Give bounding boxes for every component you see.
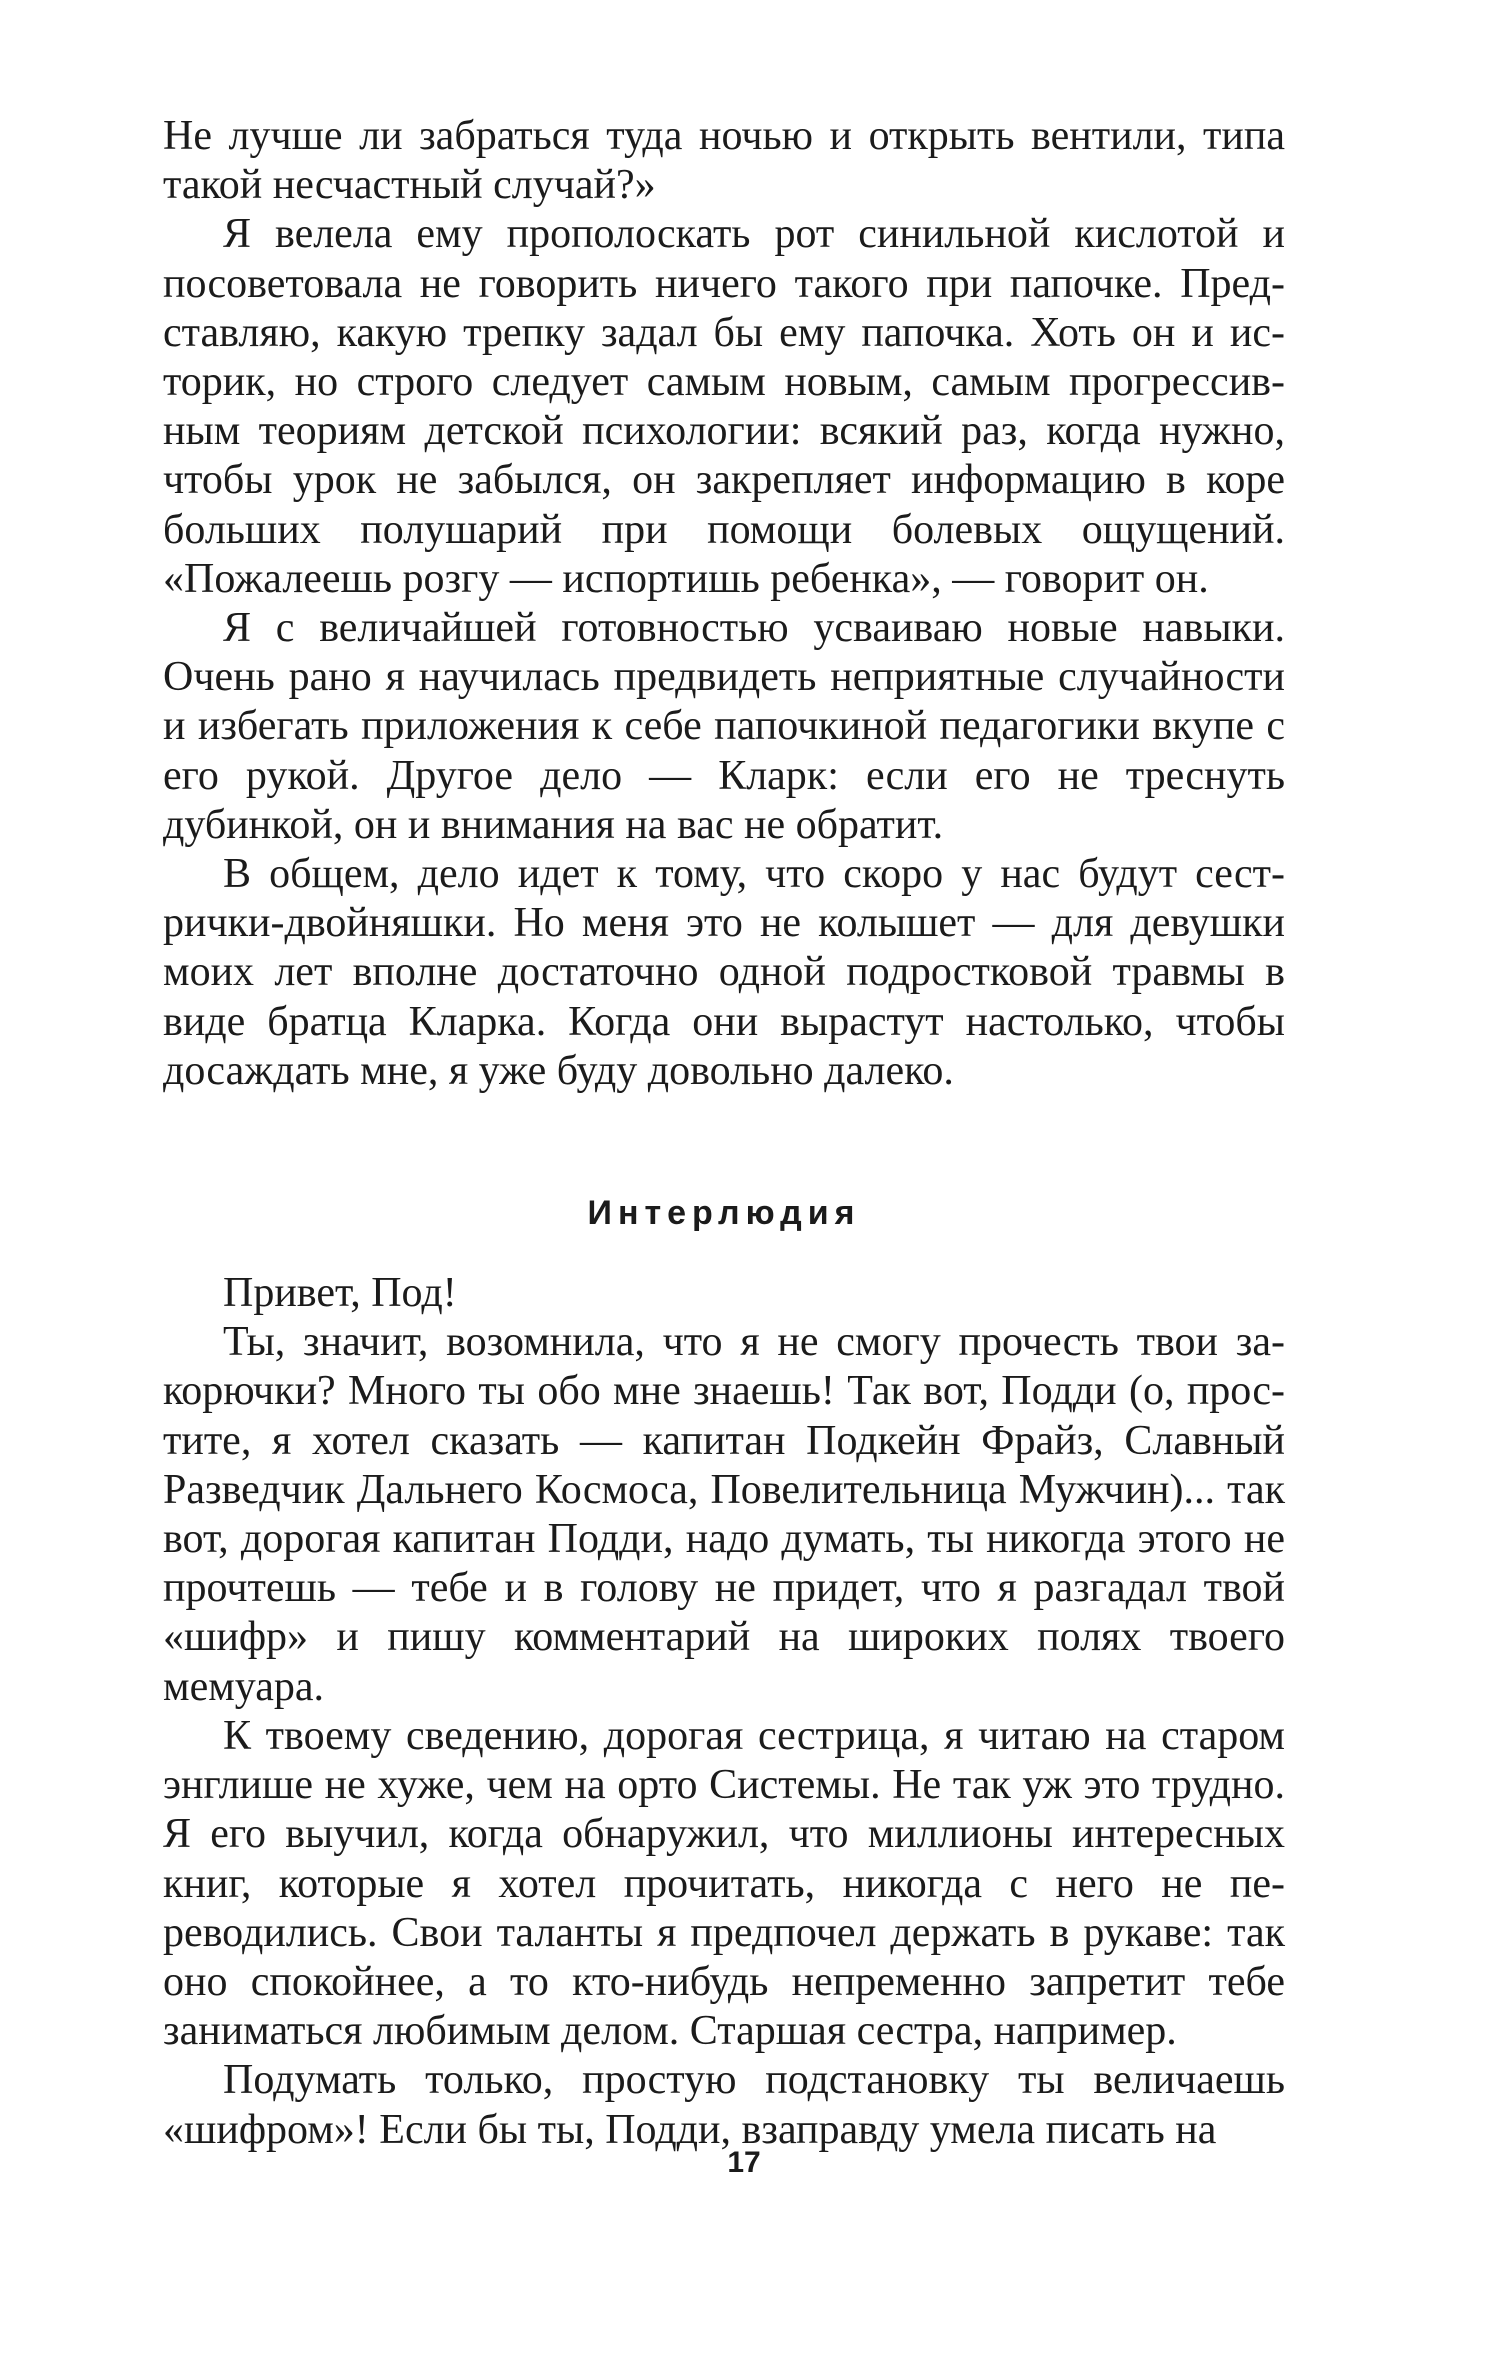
paragraph-greeting: Привет, Под! bbox=[223, 1270, 457, 1317]
paragraph: В общем, дело идет к тому, что скоро у нас будут сестрички-двойняшки. Но меня это не колышет — для девушки моих лет вполне достаточно одной подростковой травмы в виде братца Кларка. Когда они вырастут настолько, чтобы досаждать мне, я уже буду довольно далеко. bbox=[163, 851, 1285, 1094]
paragraph-last: Подумать только, простую подстановку ты величаешь «шифром»! Если бы ты, Подди, взаправду умела писать на bbox=[163, 2057, 1285, 2153]
paragraph: Я с величайшей готовностью усваиваю новые навыки. Очень рано я научилась предвидеть неприятные случайности и избегать приложения к себе папочкиной педагогики вкупе с его рукой. Другое дело — Кларк: если его не треснуть дубинкой, он и внимания на вас не обратит. bbox=[163, 605, 1285, 848]
paragraph: Ты, значит, возомнила, что я не смогу прочесть твои закорючки? Много ты обо мне знаешь! Так вот, Подди (о, простите, я хотел сказать — капитан Подкейн Фрайз, Славный Разведчик Дальнего Космоса, Повелительница Мужчин)... так вот, дорогая капитан Подди, надо думать, ты никогда этого не прочтешь — тебе и в голову не придет, что я разгадал твой «шифр» и пишу комментарий на широких полях твоего мемуара. bbox=[163, 1319, 1285, 1710]
page-number: 17 bbox=[727, 2146, 761, 2179]
page-body bbox=[163, 112, 1285, 2155]
paragraph-continuation: Не лучше ли забраться туда ночью и открыть вентили, типа такой несчастный случай?» bbox=[163, 113, 1285, 209]
paragraph: Я велела ему прополоскать рот синильной кислотой и посоветовала не говорить ничего такого при папочке. Представляю, какую трепку задал бы ему папочка. Хоть он и историк, но строго следует самым новым, самым прогрессивным теориям детской психологии: всякий раз, когда нужно, чтобы урок не забылся, он закрепляет информацию в коре больших полушарий при помощи болевых ощущений. «Пожалеешь розгу — испортишь ребенка», — говорит он. bbox=[163, 211, 1285, 602]
paragraph: К твоему сведению, дорогая сестрица, я читаю на старом энглише не хуже, чем на орто Системы. Не так уж это трудно. Я его выучил, когда обнаружил, что миллионы интересных книг, которые я хотел прочитать, никогда с него не переводились. Свои таланты я предпочел держать в рукаве: так оно спокойнее, а то кто-нибудь непременно запретит тебе заниматься любимым делом. Старшая сестра, например. bbox=[163, 1712, 1285, 2055]
section-heading: Интерлюдия bbox=[587, 1194, 861, 1233]
